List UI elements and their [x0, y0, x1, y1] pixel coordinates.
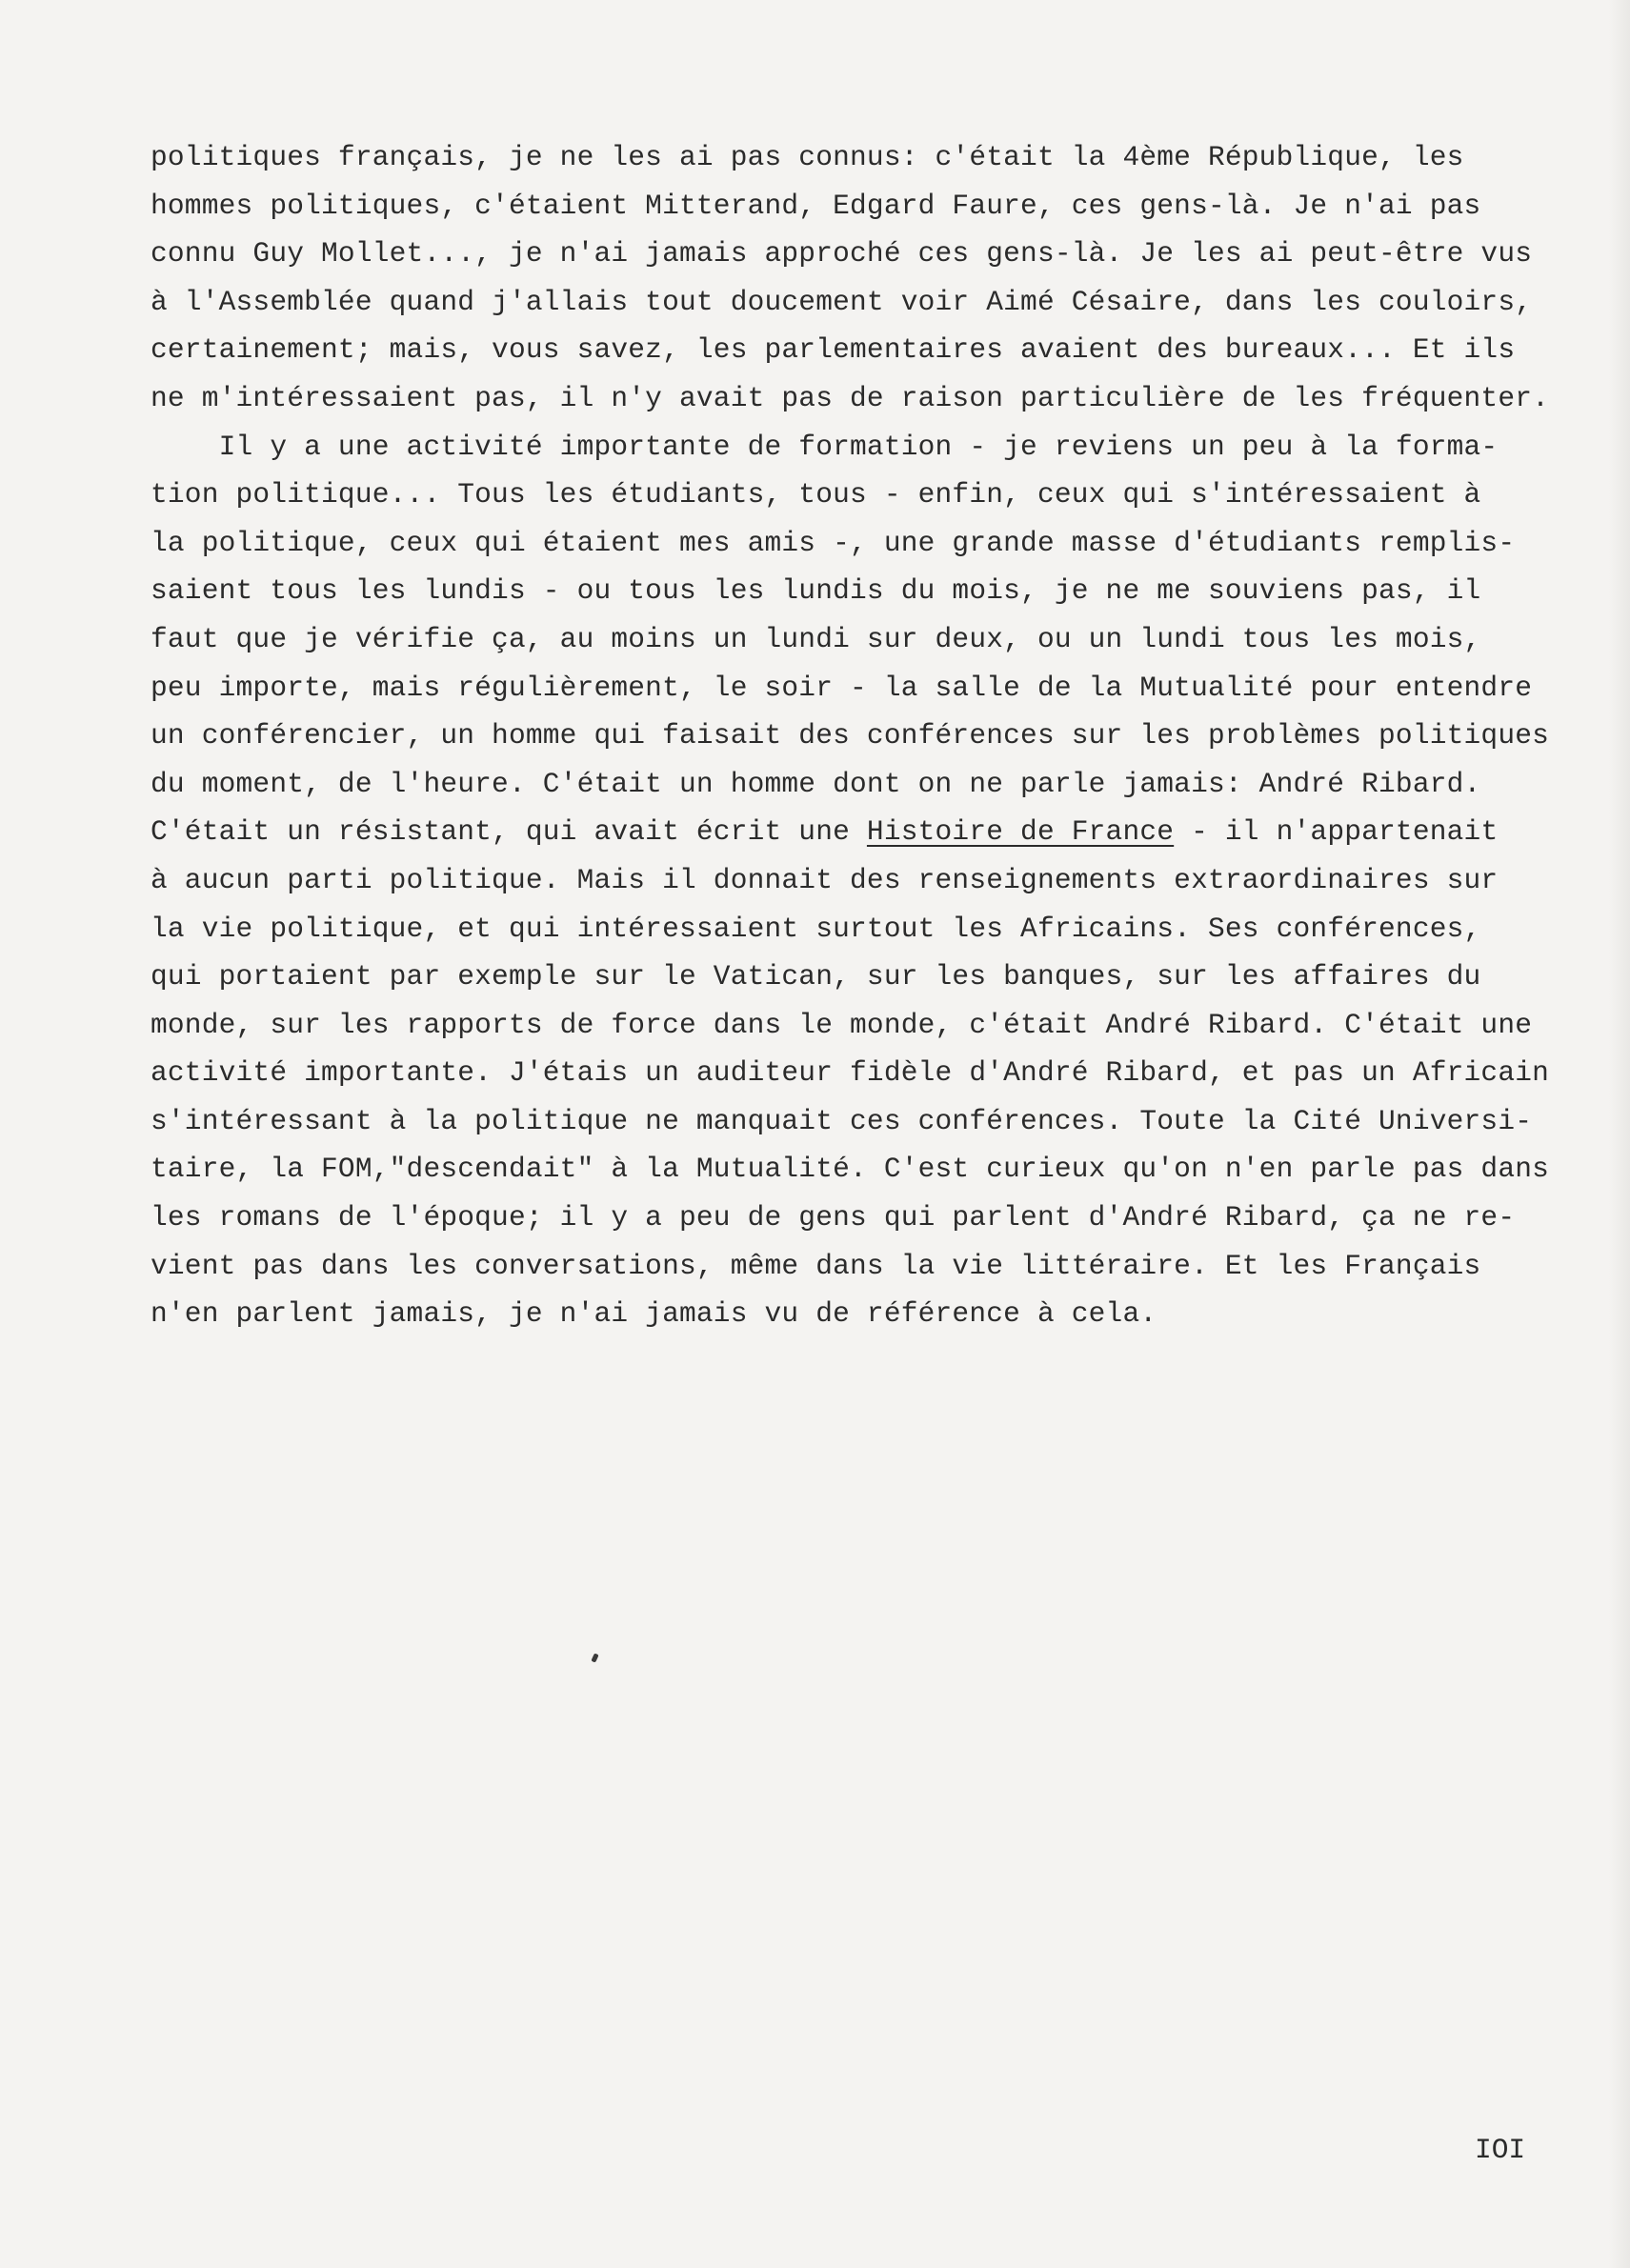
text-line: certainement; mais, vous savez, les parlementaires avaient des bureaux... Et ils	[151, 333, 1516, 367]
text-line: hommes politiques, c'étaient Mitterand, Edgard Faure, ces gens-là. Je n'ai pas	[151, 189, 1481, 222]
text-line: les romans de l'époque; il y a peu de gens qui parlent d'André Ribard, ça ne re-	[151, 1201, 1516, 1234]
text-line: à l'Assemblée quand j'allais tout doucement voir Aimé Césaire, dans les couloirs,	[151, 285, 1533, 318]
text-line: ne m'intéressaient pas, il n'y avait pas de raison particulière de les fréquenter.	[151, 381, 1550, 414]
body-text	[151, 133, 1550, 1338]
text-line: s'intéressant à la politique ne manquait ces conférences. Toute la Cité Universi-	[151, 1104, 1533, 1137]
text-line: à aucun parti politique. Mais il donnait des renseignements extraordinaires sur	[151, 863, 1499, 896]
text-line: qui portaient par exemple sur le Vatican, sur les banques, sur les affaires du	[151, 960, 1481, 994]
page-number: IOI	[1475, 2134, 1526, 2166]
ink-speck	[591, 1653, 598, 1662]
text-line: saient tous les lundis - ou tous les lundis du mois, je ne me souviens pas, il	[151, 574, 1481, 608]
text-line: connu Guy Mollet..., je n'ai jamais approché ces gens-là. Je les ai peut-être vus	[151, 237, 1533, 271]
text-line-with-title	[151, 808, 1532, 856]
book-title-underlined: Histoire de France	[866, 815, 1175, 849]
paper-edge-shadow	[1609, 0, 1630, 2268]
text-line: tion politique... Tous les étudiants, tous - enfin, ceux qui s'intéressaient à	[151, 478, 1481, 512]
text-line: faut que je vérifie ça, au moins un lundi sur deux, ou un lundi tous les mois,	[151, 622, 1481, 655]
text-line: la vie politique, et qui intéressaient surtout les Africains. Ses conférences,	[151, 912, 1481, 945]
text-line: la politique, ceux qui étaient mes amis -, une grande masse d'étudiants remplis-	[151, 526, 1516, 559]
line-segment: C'était un résistant, qui avait écrit une	[151, 815, 867, 849]
text-line: Il y a une activité importante de formation - je reviens un peu à la forma-	[151, 430, 1499, 463]
text-line: monde, sur les rapports de force dans le monde, c'était André Ribard. C'était une	[151, 1008, 1533, 1041]
text-line: politiques français, je ne les ai pas connus: c'était la 4ème République, les	[151, 141, 1464, 173]
line-segment: - il n'appartenait	[1174, 815, 1499, 849]
text-line: taire, la FOM,"descendait" à la Mutualité. C'est curieux qu'on n'en parle pas dans	[151, 1153, 1550, 1186]
text-line: peu importe, mais régulièrement, le soir - la salle de la Mutualité pour entendre	[151, 671, 1533, 704]
text-line: un conférencier, un homme qui faisait des conférences sur les problèmes politiques	[151, 719, 1550, 753]
text-line: activité importante. J'étais un auditeur fidèle d'André Ribard, et pas un Africain	[151, 1056, 1550, 1090]
text-line: n'en parlent jamais, je n'ai jamais vu de référence à cela.	[151, 1297, 1157, 1331]
text-line: vient pas dans les conversations, même dans la vie littéraire. Et les Français	[151, 1249, 1481, 1282]
text-line: du moment, de l'heure. C'était un homme dont on ne parle jamais: André Ribard.	[151, 767, 1481, 800]
